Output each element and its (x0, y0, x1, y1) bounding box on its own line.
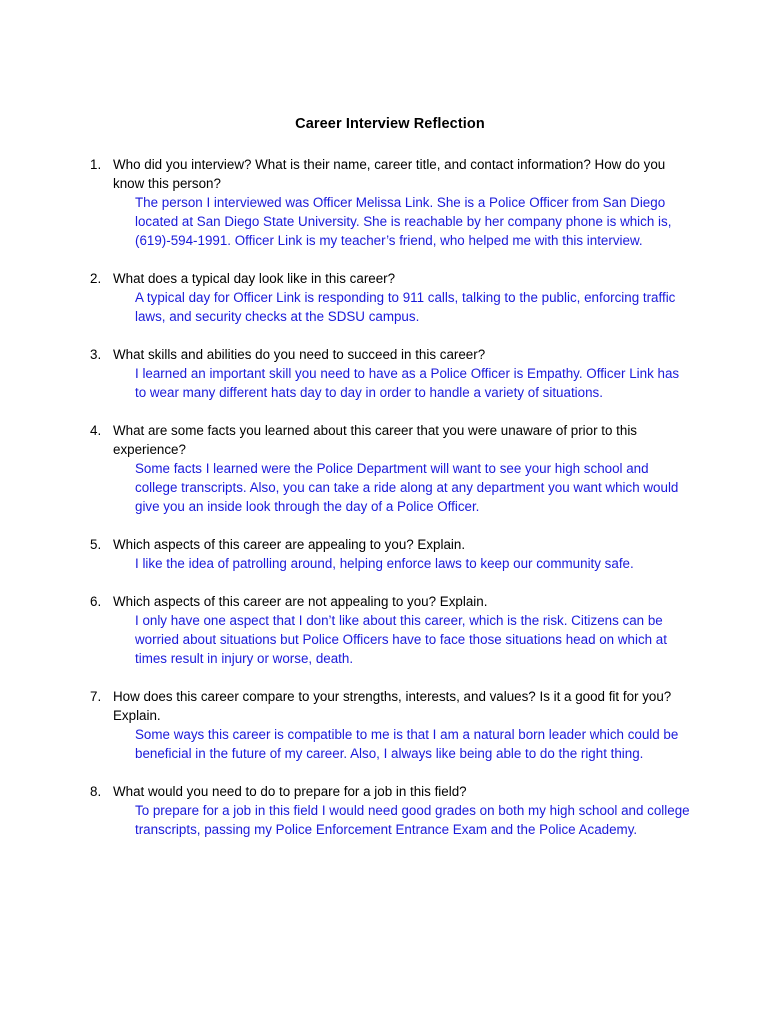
question-text: What does a typical day look like in this career? (113, 271, 396, 286)
item-number: 8. (90, 784, 102, 799)
item-number: 1. (90, 157, 102, 172)
page-title: Career Interview Reflection (295, 116, 485, 132)
answer-text: To prepare for a job in this field I would need good grades on both my high school and college transcripts, passing my Police Enforcement Entrance Exam and the Police Academy. (135, 803, 690, 837)
list-item (90, 421, 690, 516)
list-item (90, 269, 690, 326)
item-number: 5. (90, 537, 102, 552)
answer-text: I only have one aspect that I don’t like about this career, which is the risk. Citizens can be worried about situations but Police Officers have to face those situations head on which at times result in injury or worse, death. (135, 613, 667, 666)
item-number: 4. (90, 423, 102, 438)
question-text: Which aspects of this career are appealing to you? Explain. (113, 537, 466, 552)
question-text: Who did you interview? What is their name, career title, and contact information? How do you know this person? (113, 157, 666, 191)
answer-text: Some ways this career is compatible to me is that I am a natural born leader which could be beneficial in the future of my career. Also, I always like being able to do the right thing. (135, 727, 679, 761)
list-item (90, 687, 690, 763)
question-text: What would you need to do to prepare for a job in this field? (113, 784, 467, 799)
list-item (90, 592, 690, 668)
question-text: What are some facts you learned about this career that you were unaware of prior to this experience? (113, 423, 637, 457)
list-item (90, 345, 690, 402)
answer-text: Some facts I learned were the Police Department will want to see your high school and college transcripts. Also, you can take a ride along at any department you want which would give you an inside look through the day of a Police Officer. (135, 461, 679, 514)
answer-text: I learned an important skill you need to have as a Police Officer is Empathy. Officer Link has to wear many different hats day to day in order to handle a variety of situations. (135, 366, 680, 400)
item-number: 2. (90, 271, 102, 286)
question-list (90, 155, 690, 858)
question-text: How does this career compare to your strengths, interests, and values? Is it a good fit for you? Explain. (113, 689, 672, 723)
answer-text: A typical day for Officer Link is responding to 911 calls, talking to the public, enforcing traffic laws, and security checks at the SDSU campus. (135, 290, 676, 324)
list-item (90, 155, 690, 250)
answer-text: The person I interviewed was Officer Melissa Link. She is a Police Officer from San Diego located at San Diego State University. She is reachable by her company phone is which is, (619)-594-1991. Officer Link is my teacher’s friend, who helped me with this interview. (135, 195, 672, 248)
question-text: Which aspects of this career are not appealing to you? Explain. (113, 594, 488, 609)
answer-text: I like the idea of patrolling around, helping enforce laws to keep our community safe. (135, 556, 634, 571)
list-item (90, 535, 690, 573)
item-number: 7. (90, 689, 102, 704)
item-number: 3. (90, 347, 102, 362)
item-number: 6. (90, 594, 102, 609)
question-text: What skills and abilities do you need to succeed in this career? (113, 347, 486, 362)
list-item (90, 782, 690, 839)
